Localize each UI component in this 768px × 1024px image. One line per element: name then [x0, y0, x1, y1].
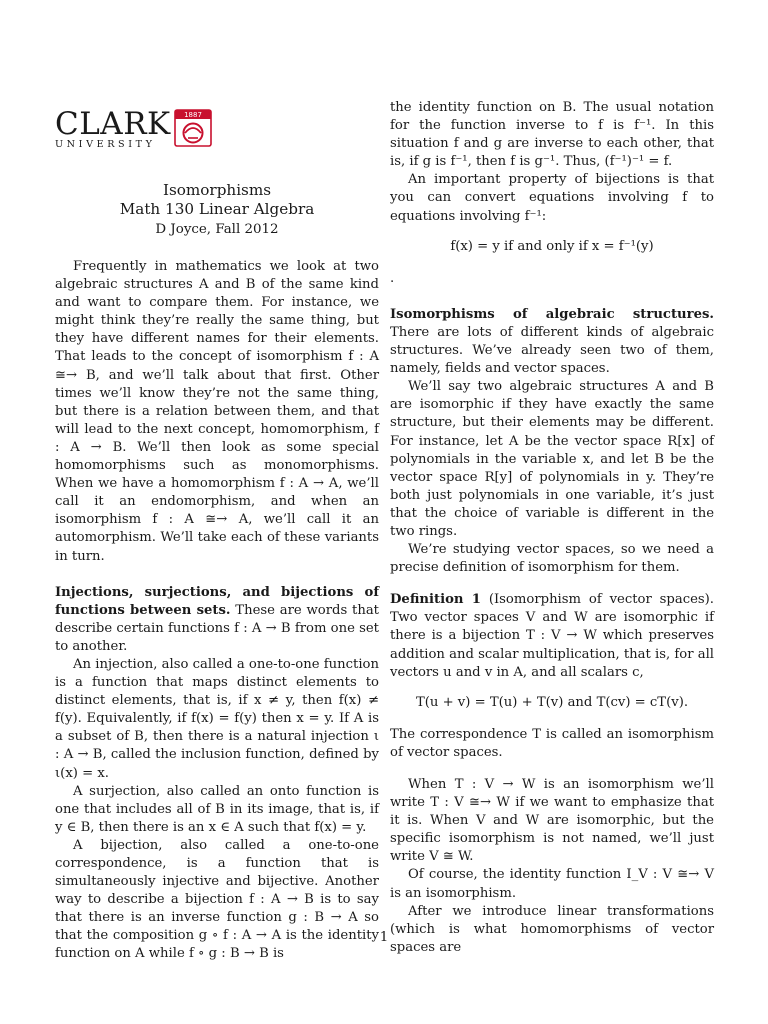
logo-subtitle: UNIVERSITY	[55, 139, 156, 150]
definition-1	[390, 591, 714, 681]
right-column	[390, 99, 714, 957]
after-paragraph: After we introduce linear transformations (which is what homomorphisms of vector spaces are	[390, 903, 714, 955]
when-paragraph: When T : V → W is an isomorphism we’ll write T : V ≅→ W if we want to emphasize that it is. When V and W are isomorphic, but the specific isomorphism is not named, we’ll just write V ≅ W.	[390, 777, 714, 865]
definition-title: (Isomorphism of vector spaces).	[488, 592, 714, 608]
clark-logo	[55, 103, 379, 157]
display-equation-linear: T(u + v) = T(u) + T(v) and T(cv) = cT(v).	[415, 694, 689, 710]
stray-period: .	[390, 270, 395, 286]
seal-year: 1887	[183, 111, 202, 119]
page-number: 1	[379, 930, 389, 945]
author-term: D Joyce, Fall 2012	[155, 222, 279, 237]
definition-label: Definition 1	[390, 592, 481, 608]
sets-section	[55, 584, 379, 656]
left-column	[55, 97, 379, 964]
continued-paragraph: the identity function on B. The usual notation for the function inverse to f is f⁻¹. In this situation f and g are inverse to each other, that is, if g is f⁻¹, then f is g⁻¹. Thus, (f⁻¹)⁻¹ = f.	[390, 100, 714, 170]
logo-name: CLARK	[55, 106, 171, 142]
surjection-paragraph: A surjection, also called an onto function is one that includes all of B in its image, that is, if y ∈ B, then there is an x ∈ A such that f(x) = y.	[55, 783, 379, 835]
display-equation-inverse: f(x) = y if and only if x = f⁻¹(y)	[450, 238, 654, 254]
iso-text: There are lots of different kinds of algebraic structures. We’ve already seen two of them, namely, fields and vector spaces.	[390, 324, 714, 377]
intro-paragraph: Frequently in mathematics we look at two algebraic structures A and B of the same kind and want to compare them. For instance, we might think they’re really the same thing, but they have different names for their elements. That leads to the concept of isomorphism f : A ≅→ B, and we’ll talk about that first. Other times we’ll know they’re not the same thing, but there is a relation between them, and that will lead to the next concept, homomorphism, f : A → B. We’ll then look as some special homomorphisms such as monomorphisms. When we have a homomorphism f : A → A, we’ll call it an endomorphism, and when an isomorphism f : A ≅→ A, we’ll call it an automorphism. We’ll take each of these variants in turn.	[55, 259, 379, 564]
section-text: These are words that describe certain functions f : A → B from one set to another.	[55, 602, 379, 654]
property-paragraph: An important property of bijections is that you can convert equations involving f to equations involving f⁻¹:	[390, 172, 714, 224]
section-heading: Injections, surjections, and bijections of functions between sets.	[55, 584, 379, 618]
injection-paragraph: An injection, also called a one-to-one function is a function that maps distinct elements to distinct elements, that is, if x ≠ y, then f(x) ≠ f(y). Equivalently, if f(x) = f(y) then x = y. If A is a subset of B, then there is a natural injection ι : A → B, called the inclusion function, defined by ι(x) = x.	[55, 656, 379, 781]
bijection-paragraph: A bijection, also called a one-to-one correspondence, is a function that is simultaneously injective and bijective. Another way to describe a bijection f : A → B is to say that there is an inverse function g : B → A so that the composition g ∘ f : A → A is the identity function on A while f ∘ g : B → B is	[55, 837, 379, 962]
identity-paragraph: Of course, the identity function I_V : V ≅→ V is an isomorphism.	[390, 867, 714, 901]
course-name: Math 130 Linear Algebra	[119, 200, 315, 218]
iso-paragraph-3: We’re studying vector spaces, so we need a precise definition of isomorphism for them.	[390, 542, 714, 576]
correspondence-paragraph: The correspondence T is called an isomorphism of vector spaces.	[390, 726, 714, 760]
iso-heading: Isomorphisms of algebraic structures.	[390, 306, 714, 322]
university-seal-icon	[173, 108, 213, 148]
definition-text: Two vector spaces V and W are isomorphic if there is a bijection T : V → W which preserves addition and scalar multiplication, that is, for all vectors u and v in A, and all scalars c,	[390, 610, 715, 680]
doc-title: Isomorphisms	[162, 181, 272, 199]
iso-paragraph-2: We’ll say two algebraic structures A and B are isomorphic if they have exactly the same structure, but their elements may be different. For instance, let A be the vector space R[x] of polynomials in the variable x, and let B be the vector space R[y] of polynomials in y. They’re both just polynomials in one variable, it’s just that the choice of variable is different in the two rings.	[390, 379, 714, 539]
title-block	[55, 181, 379, 239]
iso-section	[390, 306, 714, 378]
